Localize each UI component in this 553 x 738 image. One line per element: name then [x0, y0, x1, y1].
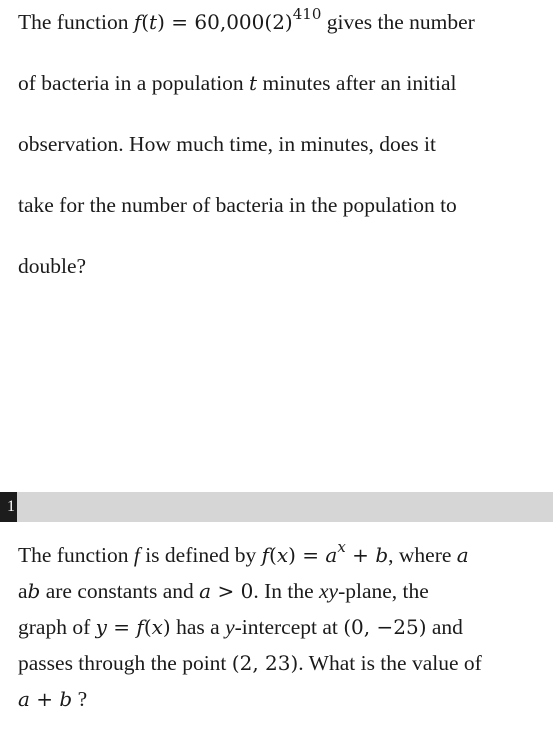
plus: +	[345, 543, 376, 567]
exponent: 410	[292, 5, 322, 23]
var: b	[59, 687, 73, 711]
point: (2, 23)	[231, 651, 299, 675]
var: a	[18, 687, 30, 711]
exponent: x	[337, 538, 346, 556]
text: , where	[388, 543, 457, 567]
equals: =	[164, 10, 195, 34]
text: a	[18, 579, 28, 603]
question-2-line-3	[18, 609, 553, 645]
equals: =	[106, 615, 137, 639]
var: a	[325, 543, 338, 567]
inequality: > 0	[211, 579, 254, 603]
func-name: f	[133, 10, 142, 34]
question-divider-bar	[0, 492, 553, 522]
question-1-line-2	[18, 61, 548, 122]
question-number-badge: 1	[0, 492, 17, 522]
point: (0, −25)	[343, 615, 427, 639]
var: f	[261, 543, 270, 567]
text: and	[426, 615, 463, 639]
text: ?	[72, 687, 88, 711]
var: x	[151, 615, 163, 639]
condition	[199, 579, 253, 603]
text: . In the	[253, 579, 319, 603]
question-2-line-1	[18, 537, 553, 573]
var: f	[136, 615, 144, 639]
base: 2	[272, 10, 285, 34]
question-2-line-5	[18, 681, 553, 717]
text: minutes after an initial	[257, 71, 457, 95]
var: y	[225, 615, 235, 639]
text: -intercept at	[234, 615, 344, 639]
text: passes through the point	[18, 651, 232, 675]
text: The function	[18, 10, 134, 34]
var: xy	[319, 579, 339, 603]
text: are constants and	[40, 579, 200, 603]
var: f	[133, 543, 140, 567]
question-2-line-4	[18, 645, 553, 681]
question-2-text	[18, 537, 553, 717]
text: gives the number	[321, 10, 475, 34]
var: y	[95, 615, 107, 639]
question-1-text	[18, 0, 548, 305]
func-var: t	[149, 10, 158, 34]
equation: y = f(x)	[95, 615, 171, 639]
question-1-line-5: double?	[18, 254, 87, 278]
var-t: t	[249, 71, 258, 95]
question-2-line-2	[18, 573, 553, 609]
expression	[18, 687, 72, 711]
equals: =	[295, 543, 326, 567]
text: graph of	[18, 615, 96, 639]
function-definition: $f(x) = a^x + b$	[261, 538, 389, 567]
question-1-line-4: take for the number of bacteria in the population to	[18, 193, 457, 217]
var: a	[456, 543, 469, 567]
question-1-line-1	[18, 0, 548, 61]
var: x	[276, 543, 289, 567]
text: of bacteria in a population	[18, 71, 250, 95]
var: b	[27, 579, 41, 603]
text: is defined by	[139, 543, 262, 567]
text: -plane, the	[338, 579, 429, 603]
var: a	[199, 579, 212, 603]
question-1-line-3: observation. How much time, in minutes, does it	[18, 132, 437, 156]
function-expression: $f(t) = 60,000(2)^{410}$	[133, 5, 322, 34]
var: b	[375, 543, 389, 567]
coefficient: 60,000	[194, 10, 265, 34]
text: The function	[18, 543, 134, 567]
plus: +	[29, 687, 60, 711]
text: . What is the value of	[298, 651, 482, 675]
text: has a	[170, 615, 226, 639]
